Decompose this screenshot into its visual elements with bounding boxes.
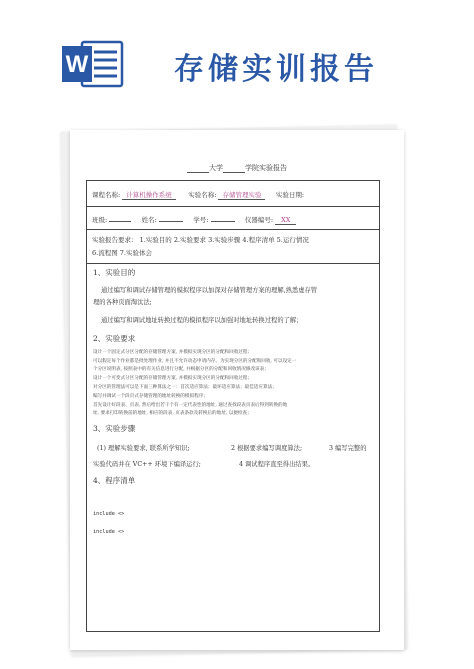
report-frame (86, 180, 380, 632)
college-blank (223, 164, 245, 173)
name-label: 姓名: (141, 216, 157, 224)
report-heading: 大学 学院实验报告 (70, 163, 404, 173)
date-label: 实验日期: (275, 191, 305, 199)
section-2-title: 2、实验要求 (93, 334, 136, 343)
university-blank (187, 164, 209, 173)
section-2-line-5: 对分区的管理法可以是下面三种算法之一：首次适应算法；最坏适应算法；最佳适应算法； (93, 385, 277, 390)
section-3-step-1: (1) 理解实验要求, 联系所学知识; (97, 445, 190, 452)
section-4-title: 4、程序清单 (93, 476, 136, 485)
course-row (87, 181, 379, 207)
section-3-step-4: 4 调试程序直至得出结果。 (239, 461, 315, 468)
section-1-title: 1、实验目的 (93, 268, 136, 277)
section-1-para-1a: 通过编写和调试存储管理的模拟程序以加深对存储管理方案的理解,熟悉虚存管 (101, 287, 318, 294)
svg-text:W: W (65, 51, 89, 78)
section-3-step-3: 3 编写完整的 (329, 445, 367, 452)
section-2-line-8: 址, 要求打印转换前的地址, 相应的段表, 页表条款及转换后的地址, 以便检查； (93, 411, 252, 416)
code-line-1: include <> (93, 511, 125, 517)
instrument-label: 仪器编号: (244, 216, 274, 224)
banner (0, 0, 474, 100)
section-2-line-4: 设计一个可变式分区分配的存储管理方案, 并模拟实现分区的分配和回收过程； (93, 376, 253, 381)
student-id-blank (211, 214, 235, 222)
instrument-value: XX (275, 216, 296, 225)
section-3-step-2: 2 根据要求编写调度算法; (231, 445, 303, 452)
contents-line-1: 实验报告要求： 1.实验目的 2.实验要求 3.实验步骤 4.程序清单 5.运行情况 (92, 236, 309, 244)
section-1-para-1b: 理的各种页面淘汰法; (93, 299, 152, 306)
name-blank (159, 214, 183, 222)
info-row (87, 206, 379, 230)
course-label: 课程名称: (92, 191, 121, 199)
section-2-line-2: 可以假定每个作业都是批处理作业, 并且不允许动态申请内存。为实现分区的分配和回收, 可以设定一 (93, 359, 297, 364)
experiment-value: 存储管理实验 (218, 190, 265, 200)
section-2-line-3: 个分区说明表, 按照表中的有关信息进行分配, 并根据分区的分配和回收情况修改该表； (93, 367, 269, 372)
section-3-title: 3、实验步骤 (93, 424, 136, 433)
section-2-line-7: 首先设计好段表、页表, 然后给出若干个有一定代表性的地址, 通过查找段表页表后得到转换的地 (93, 403, 288, 408)
experiment-label: 实验名称: (188, 191, 217, 199)
word-document-icon (62, 40, 124, 88)
section-1-para-2: 通过编写和调试地址转换过程的模拟程序以加强对地址转换过程的了解； (101, 317, 303, 324)
contents-row (87, 229, 379, 264)
section-3-step-3-cont: 实验代码并在 VC++ 环境下编译运行; (93, 461, 201, 468)
section-2-line-1: 设计一个固定式分区分配的存储管理方案, 并模拟实现分区的分配和回收过程； (93, 350, 253, 355)
student-id-label: 学号: (193, 216, 209, 224)
contents-line-2: 6.流程图 7.实验体会 (92, 249, 152, 257)
code-line-2: include <> (93, 529, 125, 535)
course-value: 计算机操作系统 (122, 190, 176, 200)
section-2-line-6: 编写并调试一个段页式存储管理的地址转换的模拟程序； (93, 394, 208, 399)
banner-title: 存储实训报告 (174, 52, 378, 87)
class-blank (109, 214, 131, 222)
class-label: 班级: (92, 216, 108, 224)
document-page (70, 130, 404, 650)
